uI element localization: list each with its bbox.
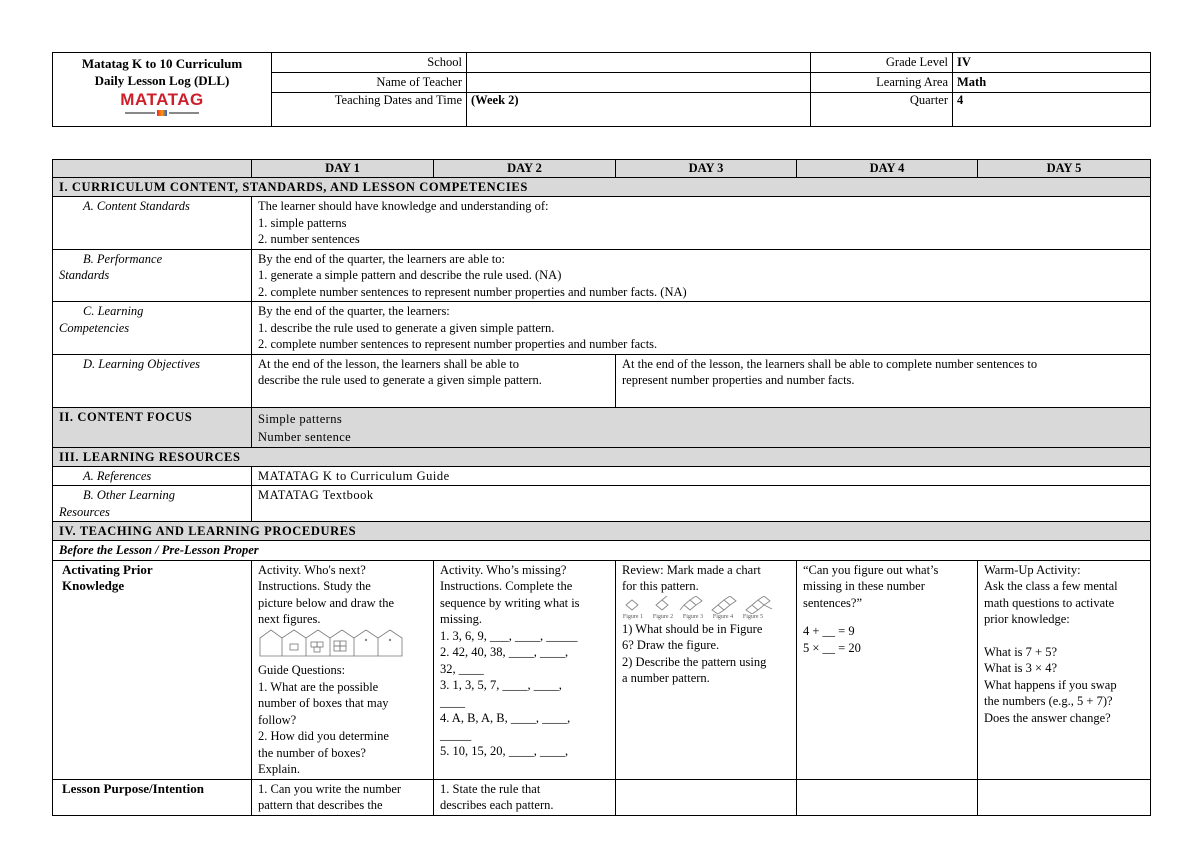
label-line: B. Other Learning — [83, 488, 176, 502]
text-line: pattern that describes the — [258, 798, 383, 812]
quarter-label: Quarter — [811, 93, 953, 127]
list-item: _____ — [440, 727, 472, 742]
content-focus-row — [53, 407, 1151, 447]
purpose-day-1 — [252, 779, 434, 815]
text-line: Activity. Who’s missing? — [440, 562, 567, 577]
grade-level-label: Grade Level — [811, 53, 953, 73]
quarter-value: 4 — [953, 93, 1151, 127]
text-line: a number pattern. — [622, 671, 710, 685]
table-row — [53, 779, 1151, 815]
text-line: the number of boxes? — [258, 745, 366, 760]
school-label: School — [272, 53, 467, 73]
objectives-day-1-2 — [252, 354, 616, 407]
learning-area-label: Learning Area — [811, 73, 953, 93]
text-line: missing in these number — [803, 579, 925, 593]
text-line: Ask the class a few mental — [984, 579, 1118, 593]
label-line: Standards — [59, 268, 110, 282]
table-row — [53, 249, 1151, 302]
question: Does the answer change? — [984, 710, 1111, 725]
text-line: Number sentence — [258, 429, 352, 444]
list-item: 2. 42, 40, 38, ____, ____, — [440, 645, 569, 659]
text-line: next figures. — [258, 612, 321, 626]
text-line: Explain. — [258, 762, 301, 776]
dates-label: Teaching Dates and Time — [272, 93, 467, 127]
text-line: Instructions. Complete the — [440, 579, 573, 593]
equation-1: 4 + __ = 9 — [803, 624, 855, 638]
list-item: 5. 10, 15, 20, ____, ____, — [440, 744, 569, 758]
text-line: 2. complete number sentences to represent number properties and number facts. (NA) — [258, 284, 687, 299]
question: the numbers (e.g., 5 + 7)? — [984, 694, 1113, 708]
list-item: 4. A, B, A, B, ____, ____, — [440, 711, 571, 725]
text-line: math questions to activate — [984, 595, 1115, 610]
text-line: sequence by writing what is — [440, 595, 580, 610]
purpose-day-5 — [978, 779, 1151, 815]
text-line: 2. number sentences — [258, 232, 360, 246]
table-row — [53, 486, 1151, 522]
section-3-title: III. LEARNING RESOURCES — [53, 447, 1151, 466]
before-lesson-heading: Before the Lesson / Pre-Lesson Proper — [53, 541, 1151, 561]
lesson-purpose-label: Lesson Purpose/Intention — [53, 779, 252, 815]
grade-level-value: IV — [953, 53, 1151, 73]
purpose-day-2 — [434, 779, 616, 815]
list-item: ____ — [440, 694, 465, 709]
activating-label — [53, 560, 252, 779]
label-line: B. Performance — [83, 251, 163, 266]
teacher-value — [467, 73, 811, 93]
header-table — [52, 52, 1151, 127]
question: What happens if you swap — [984, 677, 1117, 692]
text-line: follow? — [258, 712, 297, 727]
table-row — [53, 354, 1151, 407]
other-resources-label — [53, 486, 252, 522]
text-line: picture below and draw the — [258, 595, 395, 610]
text-line: Instructions. Study the — [258, 579, 371, 593]
text-line: 2. complete number sentences to represent number properties and number facts. — [258, 337, 658, 351]
list-item: 32, ____ — [440, 661, 484, 676]
label-line: Resources — [59, 504, 110, 519]
teacher-label: Name of Teacher — [272, 73, 467, 93]
purpose-day-4 — [797, 779, 978, 815]
activating-day-4 — [797, 560, 978, 779]
list-item: 3. 1, 3, 5, 7, ____, ____, — [440, 678, 562, 692]
text-line: 1. describe the rule used to generate a given simple pattern. — [258, 320, 555, 335]
learning-objectives-label: D. Learning Objectives — [53, 354, 252, 407]
label-line: Activating Prior — [62, 561, 153, 577]
figure-label: Figure 4 — [712, 613, 734, 620]
question: What is 3 × 4? — [984, 661, 1058, 675]
text-line: describe the rule used to generate a given simple pattern. — [258, 373, 542, 387]
dll-title: Daily Lesson Log (DLL) — [94, 73, 230, 88]
text-line: 1. simple patterns — [258, 215, 347, 230]
spacer — [803, 611, 971, 623]
section-row — [53, 447, 1151, 466]
text-line: At the end of the lesson, the learners shall be able to complete number sentences to — [622, 356, 1038, 371]
lesson-log-table — [52, 159, 1151, 816]
matatag-logo: MATATAG — [120, 90, 204, 109]
houses-pattern-icon — [258, 628, 408, 658]
label-line: C. Learning — [83, 304, 144, 318]
text-line: 1. State the rule that — [440, 781, 541, 796]
curriculum-title: Matatag K to 10 Curriculum — [81, 56, 243, 71]
pattern-figures-icon — [622, 596, 782, 614]
content-standards-text — [252, 197, 1151, 250]
section-row — [53, 522, 1151, 541]
other-resources-value: MATATAG Textbook — [252, 486, 1151, 522]
text-line: represent number properties and number facts. — [622, 373, 855, 387]
table-row — [53, 560, 1151, 779]
text-line: Simple patterns — [258, 411, 343, 426]
text-line: 1. Can you write the number — [258, 781, 402, 796]
purpose-day-3 — [616, 779, 797, 815]
performance-standards-text — [252, 249, 1151, 302]
content-standards-label: A. Content Standards — [53, 197, 252, 250]
text-line: Review: Mark made a chart — [622, 562, 761, 577]
references-value: MATATAG K to Curriculum Guide — [252, 466, 1151, 486]
text-line: prior knowledge: — [984, 612, 1070, 626]
learning-competencies-label — [53, 302, 252, 355]
school-value — [467, 53, 811, 73]
text-line: 1) What should be in Figure — [622, 621, 763, 636]
text-line: The learner should have knowledge and understanding of: — [258, 199, 549, 213]
text-line: 2) Describe the pattern using — [622, 654, 767, 669]
text-line: describes each pattern. — [440, 798, 554, 812]
objectives-day-3-5 — [616, 354, 1151, 407]
figure-label: Figure 2 — [652, 613, 674, 620]
day-header-row — [53, 160, 1151, 178]
day-5-header: DAY 5 — [978, 160, 1151, 178]
day-2-header: DAY 2 — [434, 160, 616, 178]
section-row — [53, 178, 1151, 197]
section-2-title: II. CONTENT FOCUS — [53, 407, 252, 447]
text-line: number of boxes that may — [258, 696, 389, 710]
question: What is 7 + 5? — [984, 644, 1058, 659]
performance-standards-label — [53, 249, 252, 302]
text-line: “Can you figure out what’s — [803, 562, 939, 577]
spacer — [984, 628, 1144, 644]
figure-labels — [622, 614, 790, 620]
text-line: 6? Draw the figure. — [622, 638, 720, 652]
logo-tagline-icon — [114, 110, 210, 116]
day-3-header: DAY 3 — [616, 160, 797, 178]
references-label: A. References — [53, 466, 252, 486]
activating-day-5 — [978, 560, 1151, 779]
table-row — [53, 466, 1151, 486]
dates-value: (Week 2) — [467, 93, 811, 127]
day-4-header: DAY 4 — [797, 160, 978, 178]
text-line: Warm-Up Activity: — [984, 562, 1081, 577]
corner-cell — [53, 160, 252, 178]
figure-label: Figure 5 — [742, 613, 764, 620]
text-line: Activity. Who's next? — [258, 562, 366, 577]
activating-day-3 — [616, 560, 797, 779]
text-line: Guide Questions: — [258, 663, 346, 677]
table-row — [53, 541, 1151, 561]
text-line: sentences?” — [803, 595, 862, 610]
content-focus-text — [252, 407, 1151, 447]
header-brand — [53, 53, 272, 127]
list-item: 1. 3, 6, 9, ___, ____, _____ — [440, 628, 578, 643]
activating-day-1 — [252, 560, 434, 779]
label-line: Knowledge — [62, 578, 125, 593]
text-line: missing. — [440, 612, 483, 626]
learning-area-value: Math — [953, 73, 1151, 93]
section-1-title: I. CURRICULUM CONTENT, STANDARDS, AND LESSON COMPETENCIES — [53, 178, 1151, 197]
text-line: 1. generate a simple pattern and describe the rule used. (NA) — [258, 268, 562, 282]
text-line: for this pattern. — [622, 579, 699, 593]
label-line: Competencies — [59, 320, 130, 335]
text-line: At the end of the lesson, the learners shall be able to — [258, 356, 520, 371]
learning-competencies-text — [252, 302, 1151, 355]
figure-label: Figure 1 — [622, 613, 644, 620]
text-line: By the end of the quarter, the learners: — [258, 304, 450, 318]
figure-label: Figure 3 — [682, 613, 704, 620]
activating-day-2 — [434, 560, 616, 779]
day-1-header: DAY 1 — [252, 160, 434, 178]
text-line: By the end of the quarter, the learners are able to: — [258, 251, 505, 266]
table-row — [53, 302, 1151, 355]
text-line: 2. How did you determine — [258, 729, 389, 743]
section-4-title: IV. TEACHING AND LEARNING PROCEDURES — [53, 522, 1151, 541]
equation-2: 5 × __ = 20 — [803, 640, 861, 655]
text-line: 1. What are the possible — [258, 679, 379, 694]
table-row — [53, 197, 1151, 250]
